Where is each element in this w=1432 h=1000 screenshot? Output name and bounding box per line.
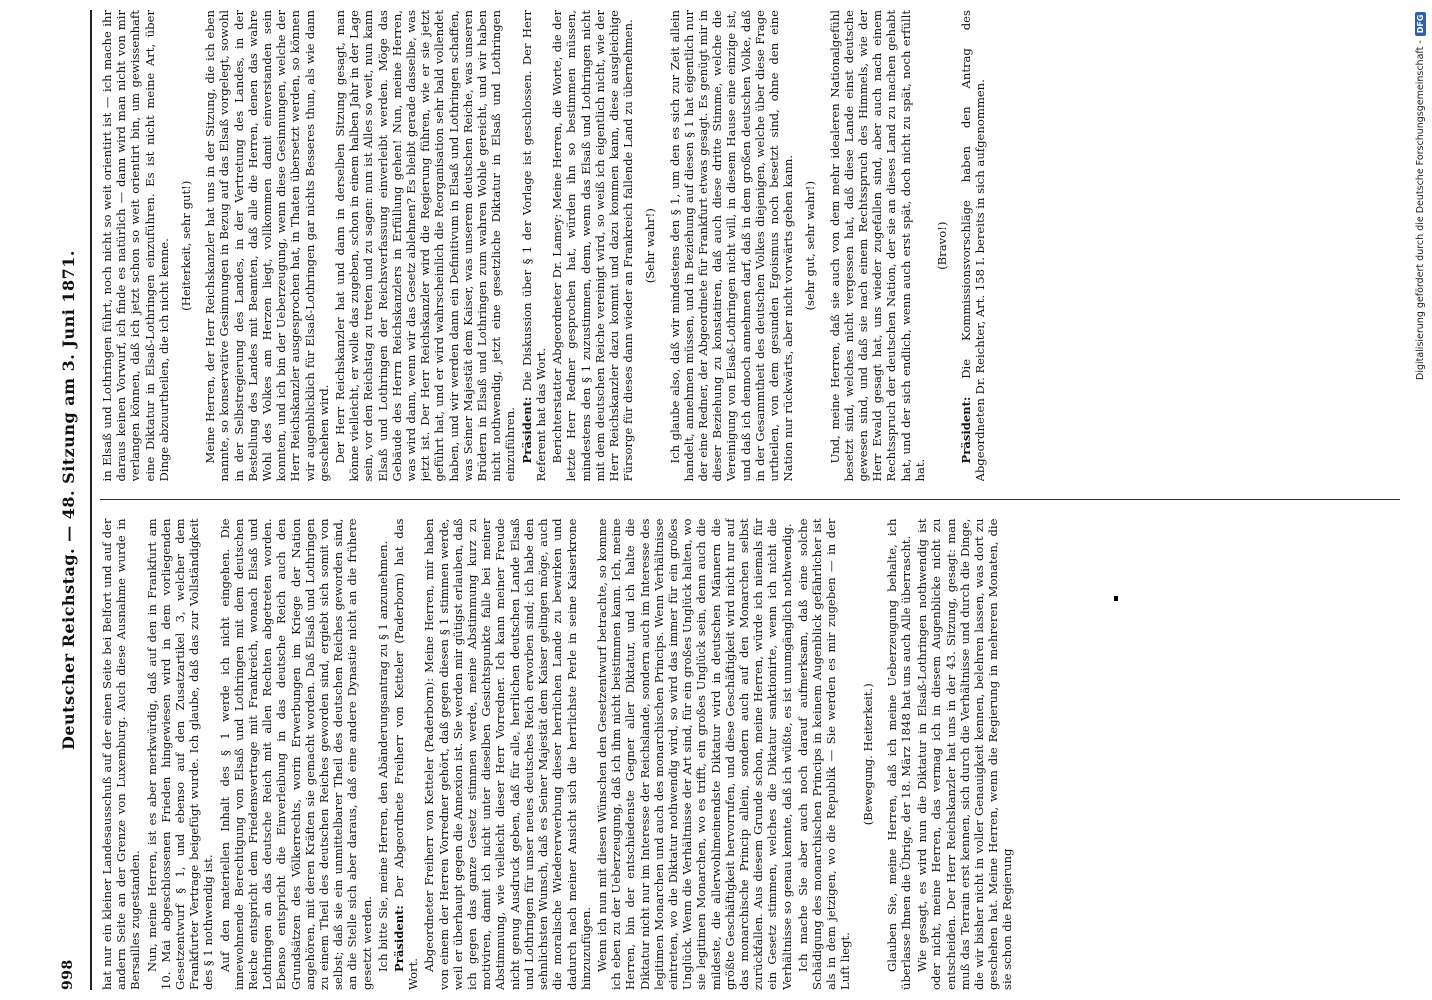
header-rule [90,10,92,990]
paragraph: Auf den materiellen Inhalt des § 1 werde ich nicht eingehen. Die innewohnende Berechtigung von Elsaß und Lothringen mit dem deutschen Reiche entspricht dem Friedensvertrage mit Frankreich, wonach Elsaß und Lothringen an das deutsche Reich mit allen Rechten abgetreten worden. Ebenso entspricht die Einverleibung in das deutsche Reich auch den Grundsätzen des Völkerrechts, worin Erwerbungen im Kriege der Nation angehören, mit deren Kräften sie gemacht worden. Daß Elsaß und Lothringen zu einem Theil des deutschen Reiches geworden sind, ergiebt sich somit von selbst; daß sie ein unmittelbarer Theil des deutschen Reiches geworden sind, an die Stelle sich aber daraus, daß eine andere Dynastie nicht an die frühere gesetzt werden. [217,518,374,990]
paragraph: Präsident: Der Abgeordnete Freiherr von Ketteler (Paderborn) hat das Wort. [392,518,421,990]
interjection: (Bewegung. Heiterkeit.) [860,683,875,826]
text-columns [100,10,1400,990]
interjection: (sehr gut, sehr wahr!) [803,181,818,311]
text-column-right [100,10,1400,482]
paragraph: Nun, meine Herren, ist es aber merkwürdig, daß auf den in Frankfurt am 10. Mai abgeschlossenen Frieden hingewiesen wird in dem vorliegenden Gesetzentwurf § 1, und ebenso auf den Zusatzartikel 3, welcher dem Frankfurter Vertrage beigefügt wurde. Ich glaube, daß das zur Vollständigkeit des § 1 nothwendig ist. [144,518,216,990]
paragraph: Ich bitte Sie, meine Herren, den Abänderungsantrag zu § 1 anzunehmen. [375,540,390,972]
paragraph: hat nur ein kleiner Landesausschuß auf der einen Seite bei Belfort und auf der andern Seite an der Grenze von Luxemburg. Auch diese Ausnahme wurde in Bersailles zugestanden. [100,518,143,990]
paragraph: Präsident: Die Kommissionsvorschläge haben den Antrag des Abgeordneten Dr. Reichter, Art. 158 I. bereits in sich aufgenommen. [959,10,988,482]
paragraph: Abgeordneter Freiherr von Ketteler (Paderborn): Meine Herren, mir haben von einem der Herren Vorredner gehört, daß gegen diesen § 1 stimmen werde, weil er überhaupt gegen die Annexion ist. Sie werden mir gütigst erlauben, daß ich gegen das ganze Gesetz stimmen werde, meine Abstimmung kurz zu motiviren, damit ich nicht unter dieselben Gesichtspunkte falle bei meiner Abstimmung, wie vielleicht dieser Herr Vorredner. Ich kann meiner Freude nicht genug Ausdruck geben, daß für alle, herrlichen deutschen Lande Elsaß und Lothringen für unser neues deutsches Reich erworben sind; ich habe den sehnlichsten Wunsch, daß es Seiner Majestät dem Kaiser gelingen möge, auch die moralische Wiedererwerbung dieser herrlichen Lande zu bewirken und dadurch nach meiner Ansicht sich die herrlichste Perle in seine Kaiserkrone hinzuzufügen. [422,518,593,990]
paragraph: Wenn ich nun mit diesen Wünschen den Gesetzentwurf betrachte, so komme ich eben zu der Ueberzeugung, daß ich ihm nicht beistimmen kann. Ich, meine Herren, bin der entschiedenste Gegner aller Diktatur, und ich halte die Diktatur nicht nur im Interesse der Reichslande, sondern auch im Interesse des legitimen Monarchen und auch des monarchischen Princips. Wenn Verhältnisse eintreten, wo die Diktatur nothwendig wird, so wird das immer für ein großes Unglück. Wenn die Verhältnisse der Art sind, für ein großes Unglück halten, wo sie legitimen Monarchen, wo es trifft, ein großes Unglück sein, denn auch die mildeste, die allerwohlmeinendste Diktatur wird in deutschen Männern die größte Geschäftigkeit hervorrufen, und diese Geschäftigkeit wird nicht nur auf das monarchische Princip allein, sondern auch auf den Monarchen selbst zurückfallen. Aus diesem Grunde schon, meine Herren, würde ich niemals für ein Gesetz stimmen, welches die Diktatur sanktionirte, wenn ich nicht die Verhältnisse so genau kennte, daß ich wüßte, es ist unumgänglich nothwendig. [594,518,794,990]
interjection: (Sehr wahr!) [643,208,658,284]
page-number: 998 [60,959,76,990]
page-header [48,10,88,990]
paragraph: Und, meine Herren, daß sie auch von dem mehr idealeren Nationalgefühl besetzt sind, welches nicht vergessen hat, daß diese Lande einst deutsche gewesen sind, und daß sie nach einem Rechtsspruch des Himmels, wie der Herr Ewald gesagt hat, uns wieder zugefallen sind, aber auch nach einem Rechtsspruch der deutschen Nation, der sie an dieses Land zu machen gehabt hat, und der sich endlich, wenn auch erst spät, doch nicht zu spät, noch erfüllt hat. [827,10,927,482]
interjection: (Bravo!) [934,221,949,270]
running-title: Deutscher Reichstag. — 48. Sitzung am 3. Juni 1871. [58,250,78,750]
paragraph: in Elsaß und Lothringen führt, noch nicht so weit orientirt ist — ich mache ihr daraus keinen Vorwurf, ich finde es natürlich — dann wird man nicht von mir verlangen können, daß ich jetzt schon so weit orientirt bin, um gewissenhaft eine Diktatur in Elsaß-Lothringen einzuführen. Es ist nicht meine Art, über Dinge abzuurtheilen, die ich nicht kenne. [100,10,171,482]
paragraph: Der Herr Reichskanzler hat und dann in derselben Sitzung gesagt, man könne vielleicht, er wolle das zugeben, schon in einem halben Jahr in der Lage sein, vor den Reichstag zu treten und zu sagen: nun ist Alles so weit, nun kann Elsaß und Lothringen der Reichsverfassung einverleibt werden. Möge das Gebäude des Herrn Reichskanzlers in Erfüllung gehen! Nun, meine Herren, was wird dann, wenn wir das Gesetz ablehnen? Es bleibt gerade dasselbe, was jetzt ist. Der Herr Reichskanzler wird die Regierung führen, wie er sie jetzt geführt hat, und er wird wahrscheinlich die Reorganisation sehr bald vollendet haben, und wir werden dann ein Definitivum in Elsaß und Lothringen schaffen, was Seiner Majestät dem Kaiser, was unserem deutschen Reiche, was unseren Brüdern in Elsaß und Lothringen zum wahren Wohle gereicht, und wir haben nicht nothwendig, jetzt eine gesetzliche Diktatur in Elsaß und Lothringen einzuführen. [333,10,518,482]
text-column-left [100,519,1400,991]
interjection: (Heiterkeit, sehr gut!) [179,180,194,311]
paragraph: Präsident: Die Diskussion über § 1 der Vorlage ist geschlossen. Der Herr Referent hat das Wort. [519,10,548,482]
page-content [48,10,1408,990]
paragraph: Ich glaube also, daß wir mindestens den § 1, um den es sich zur Zeit allein handelt, annehmen müssen, und in Beziehung auf diesen § 1 hat eigentlich nur der eine Redner, der Abgeordnete für Frankfurt etwas gesagt. Es genügt mir in dieser Beziehung zu konstatiren, daß auch diese dritte Stimme, welche die Vereinigung von Elsaß-Lothringen nicht will, in diesem Hause eine einzige ist, und daß ich dennoch annehmen darf, daß in dem großen deutschen Volke, daß in der Gesammtheit des deutschen Volkes diejenigen, welche über diese Frage urtheilen, von dem gesunden Egoismus noch besetzt sind, ohne den eine Nation nur rückwärts, aber nicht vorwärts gehen kann. [667,10,796,482]
column-divider [100,500,1400,501]
speck-mark [1114,596,1118,601]
paragraph: Glauben Sie, meine Herren, daß ich meine Ueberzeugung behalte, ich überlasse Ihnen die Übrige, der 18. März 1848 hat uns auch Alle überrascht. [884,518,913,990]
digitization-note [1402,0,1430,1000]
dfg-logo: DFG [1415,12,1426,37]
digitization-text: Digitalisierung gefördert durch die Deutsche Forschungsgemeinschaft - [1414,40,1426,380]
paragraph: Ich mache Sie aber auch noch darauf aufmerksam, daß eine solche Schädigung des monarchischen Princips in keinem Augenblick gefährlicher ist als in dem jetzigen, wo die Republik — Sie werden es mir zugeben — in der Luft liegt. [795,518,853,990]
paragraph: Berichterstatter Abgeordneter Dr. Lamey: Meine Herren, die Worte, die der letzte Herr Redner gesprochen hat, würden ihn so bestimmen müssen, mindestens den § 1 zuzustimmen, denn, wenn das Elsaß und Lothringen nicht mit dem deutschen Reiche vereinigt wird, so weiß ich eigentlich nicht, wie der Herr Reichskanzler dazu kommt und dazu kommen kann, diese ausgleichige Fürsorge für dieses dann wieder an Frankreich fallende Land zu übernehmen. [550,10,636,482]
paragraph: Wie gesagt, es wird nun die Diktatur in Elsaß-Lothringen nothwendig ist oder nicht, meine Herren, das vermag ich in diesem Augenblicke nicht zu entscheiden. Der Herr Reichskanzler hat uns in der 43. Sitzung, gesagt: man muß das Terrain erst kennen, sich durch die Verhältnisse und durch die Dinge, die wir bisher nicht in voller Genauigkeit kennen, belehren lassen, was dort zu geschehen hat. Meine Herren, wenn die Regierung in mehreren Monaten, die sie schon die Regierung [915,518,1015,990]
paragraph: Meine Herren, der Herr Reichskanzler hat uns in der Sitzung, die ich eben nannte, so konservative Gesinnungen in Bezug auf das Elsaß vorgelegt, sowohl in der Selbstregierung des Landes, in der Vertretung des Landes, in der Bestellung des Landes mit Beamten, daß alle die Herren, denen das wahre Wohl des Volkes am Herzen liegt, vollkommen damit einverstanden sein konnten, und ich bin der Ueberzeugung, wenn diese Gesinnungen, welche der Herr Reichskanzler ausgesprochen hat, in Thaten übersetzt werden, so können wir augenblicklich für Elsaß-Lothringen gar nichts Besseres thun, als wie dann geschehen wird. [203,10,331,482]
